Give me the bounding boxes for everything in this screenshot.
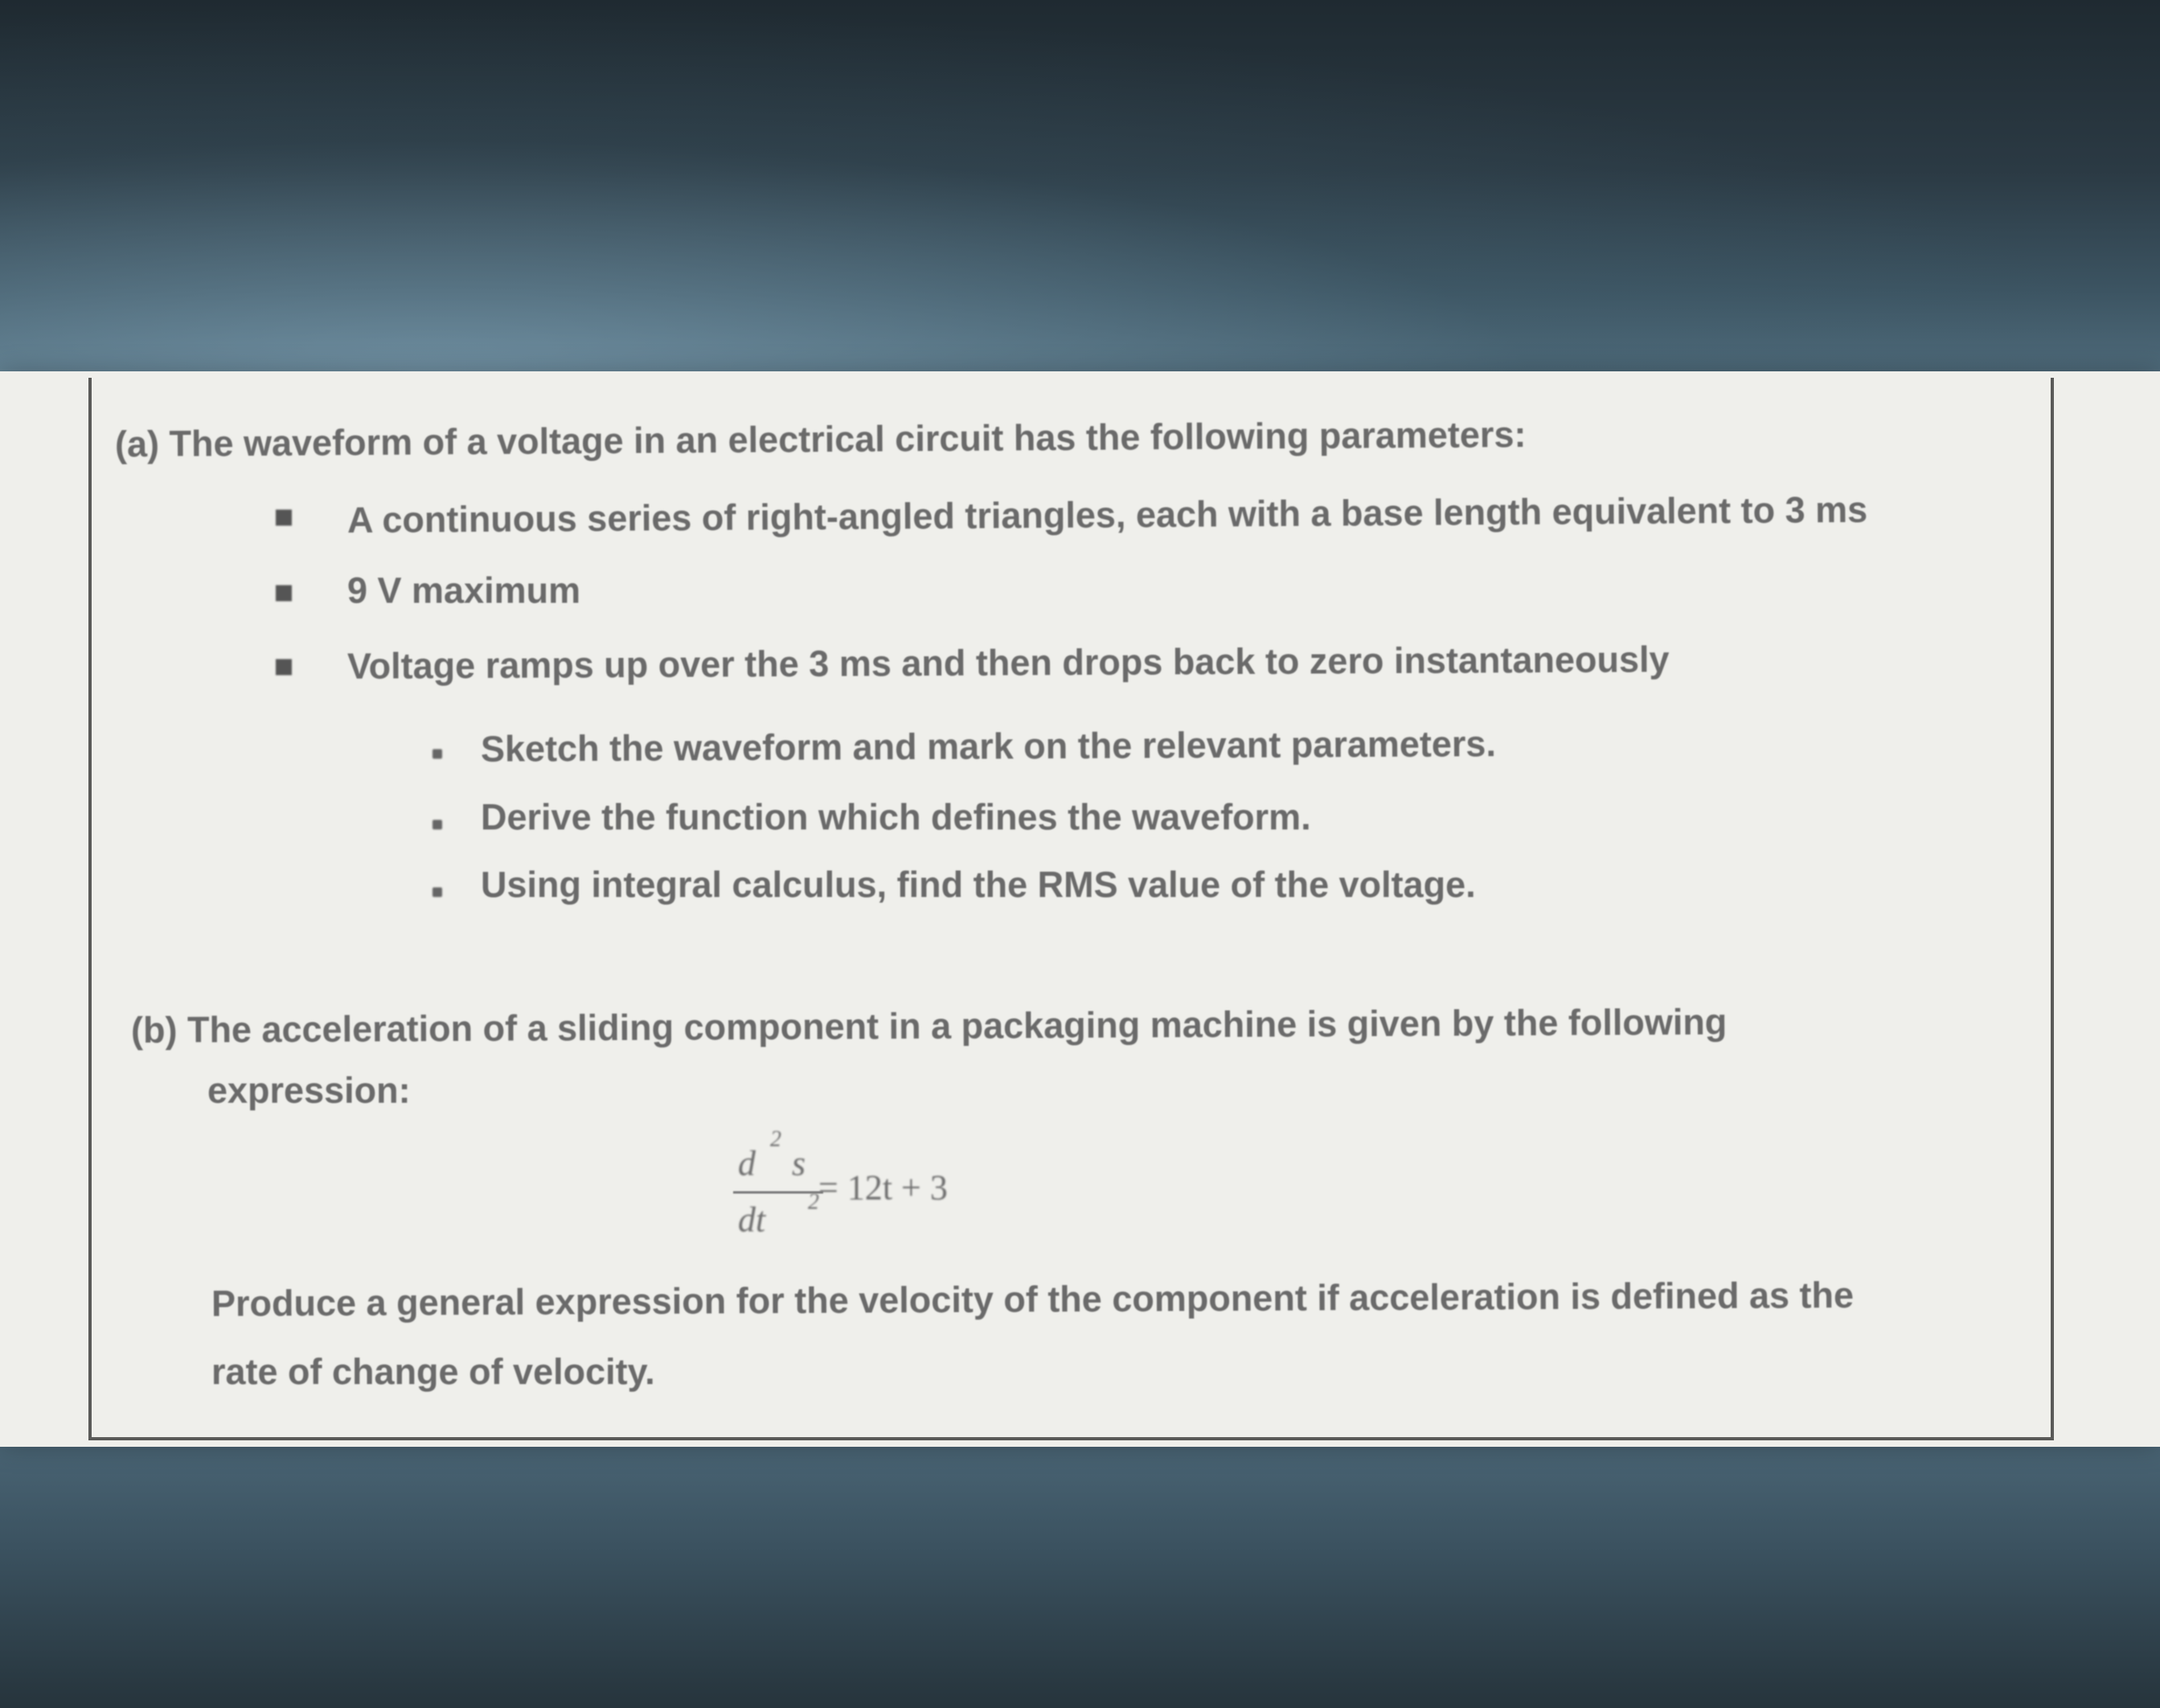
dot-bullet-icon [432, 749, 442, 759]
dot-bullet-icon [432, 887, 442, 897]
part-a-parameter-1: A continuous series of right-angled triangles, each with a base length equivalent to 3 ms [346, 489, 1868, 541]
equation-numerator-d: d [738, 1144, 756, 1183]
equation-numerator-variable: s [792, 1144, 806, 1183]
part-a-task-2: Derive the function which defines the waveform. [481, 797, 1311, 838]
equation-numerator-superscript: 2 [770, 1127, 781, 1152]
part-b-intro-line-2: expression: [207, 1070, 411, 1111]
equation-denominator-superscript: 2 [808, 1190, 819, 1214]
part-a-intro: (a) The waveform of a voltage in an electrical circuit has the following parameters: [114, 413, 1527, 465]
square-bullet-icon [276, 659, 292, 675]
part-a-parameter-3: Voltage ramps up over the 3 ms and then drops back to zero instantaneously [346, 638, 1670, 687]
part-a-task-1: Sketch the waveform and mark on the relevant parameters. [480, 723, 1497, 770]
equation-right-hand-side: = 12t + 3 [818, 1168, 948, 1207]
screen-glare [0, 0, 2160, 386]
question-sheet [0, 371, 2160, 1447]
screen-bottom-shade [0, 1439, 2160, 1708]
equation-denominator: dt [738, 1200, 766, 1239]
square-bullet-icon [276, 510, 292, 526]
part-a-task-3: Using integral calculus, find the RMS value of the voltage. [481, 864, 1476, 905]
part-b-task-line-2: rate of change of velocity. [211, 1351, 655, 1392]
dot-bullet-icon [432, 820, 442, 829]
part-b-task-line-1: Produce a general expression for the velocity of the component if acceleration is defined as the [211, 1274, 1855, 1325]
part-a-parameter-2: 9 V maximum [347, 570, 581, 611]
square-bullet-icon [276, 585, 292, 601]
part-b-intro-line-1: (b) The acceleration of a sliding component in a packaging machine is given by the following [130, 1001, 1728, 1051]
